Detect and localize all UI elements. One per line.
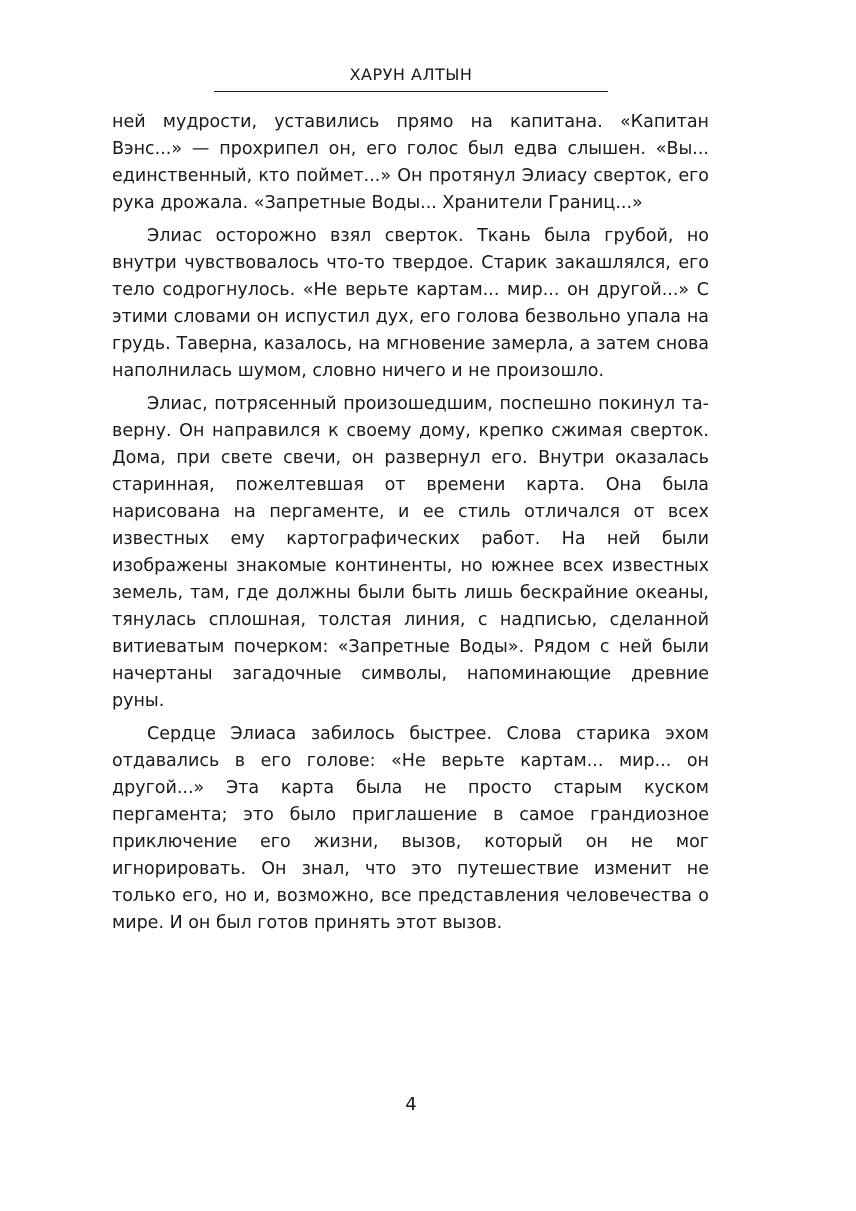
paragraph-2: Элиас осторожно взял сверток. Ткань была грубой, но внутри чувствовалось что-то твердое. Старик закашлялся, его тело содрогнулось. «Не верьте картам... мир... он другой...» С этими словами он испустил дух, его голова безвольно упала на грудь. Таверна, казалось, на мгновение замерла, а затем снова наполнилась шумом, словно ничего и не произошло.: [112, 226, 709, 381]
paragraph-1: ней мудрости, уставились прямо на капитана. «Капитан Вэнс...» — прохрипел он, его голос был едва слышен. «Вы... единственный, кто поймет...» Он протянул Элиасу сверток, его рука дрожала. «Запретные Воды... Хранители Границ...»: [112, 112, 709, 213]
page-number: 4: [405, 1094, 417, 1115]
paragraph-4: Сердце Элиаса забилось быстрее. Слова старика эхом отдавались в его голове: «Не верьте картам... мир... он другой...» Эта карта была не просто старым куском пергамента; это было приглашение в самое грандиозное приключение его жизни, вызов, который он не мог игнорировать. Он знал, что это путешествие изменит не только его, но и, возможно, все представления человечества о мире. И он был готов принять этот вызов.: [112, 724, 709, 933]
body-text: [112, 109, 709, 943]
header-rule: [214, 91, 608, 92]
paragraph-3: Элиас, потрясенный произошедшим, поспешно покинул таверну. Он направился к своему дому, крепко сжимая сверток. Дома, при свете свечи, он развернул его. Внутри оказалась старинная, пожелтевшая от времени карта. Она была нарисована на пергаменте, и ее стиль отличался от всех известных ему картографических работ. На ней были изображены знакомые континенты, но южнее всех известных земель, там, где должны были быть лишь бескрайние океаны, тянулась сплошная, толстая линия, с надписью, сделанной витиеватым почерком: «Запретные Воды». Рядом с ней были начертаны загадочные символы, напоминающие древние руны.: [112, 394, 709, 711]
running-header-title: ХАРУН АЛТЫН: [349, 65, 473, 84]
